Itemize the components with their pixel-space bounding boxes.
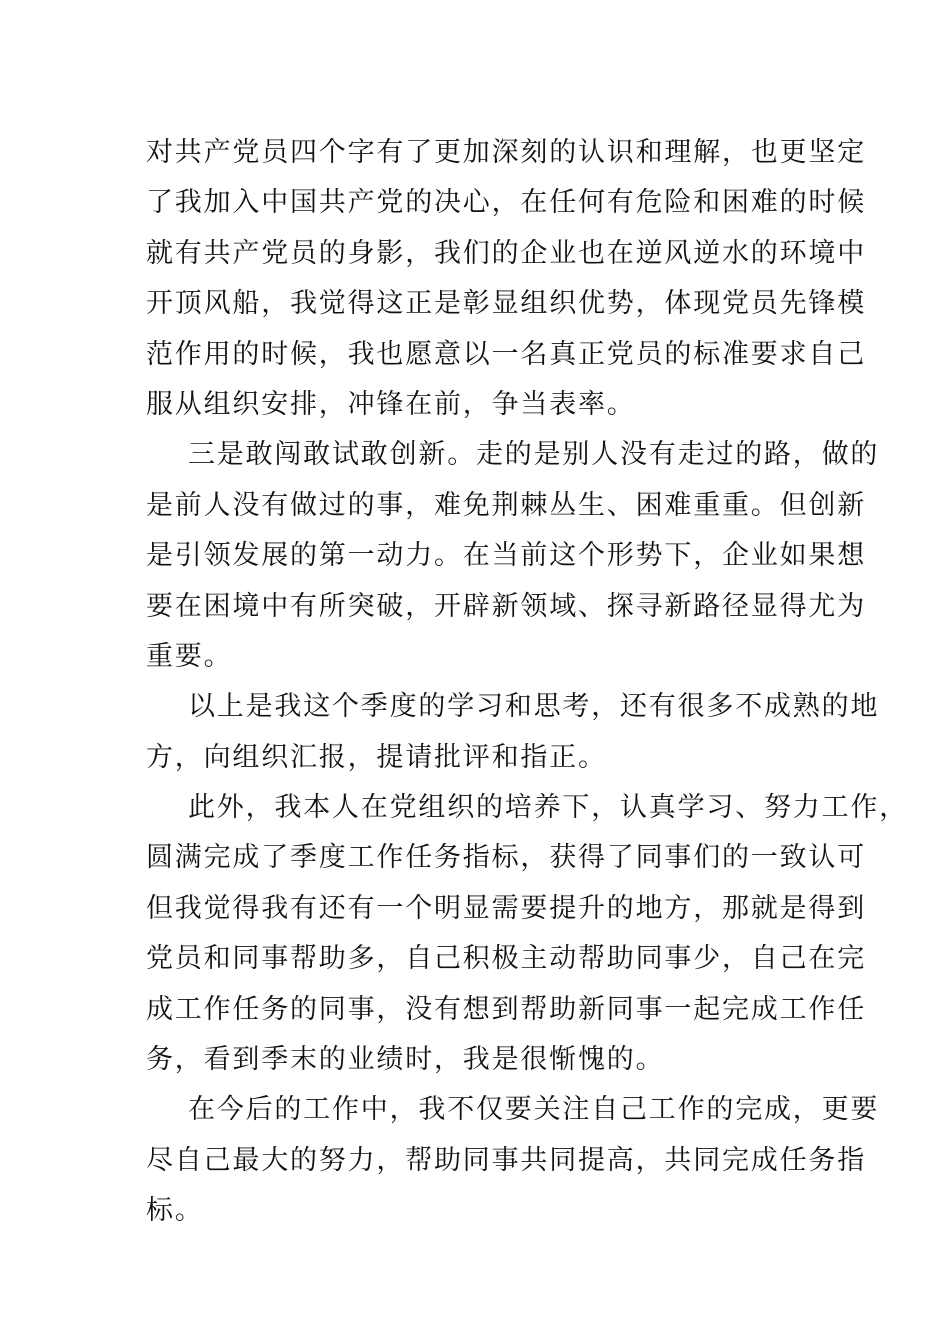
text-line: 标。	[146, 1195, 204, 1227]
text-line: 党员和同事帮助多，自己积极主动帮助同事少，自己在完	[146, 943, 866, 975]
text-line: 就有共产党员的身影，我们的企业也在逆风逆水的环境中	[146, 237, 866, 269]
text-line: 对共产党员四个字有了更加深刻的认识和理解，也更坚定	[146, 137, 866, 168]
text-line: 成工作任务的同事，没有想到帮助新同事一起完成工作任	[146, 993, 866, 1025]
text-line: 范作用的时候，我也愿意以一名真正党员的标准要求自己	[146, 338, 866, 370]
text-line: 开顶风船，我觉得这正是彰显组织优势，体现党员先锋模	[146, 288, 866, 320]
text-line: 方，向组织汇报，提请批评和指正。	[146, 741, 607, 773]
text-line: 但我觉得我有还有一个明显需要提升的地方，那就是得到	[146, 892, 866, 924]
text-line: 是引领发展的第一动力。在当前这个形势下，企业如果想	[146, 540, 866, 572]
text-line: 服从组织安排，冲锋在前，争当表率。	[146, 388, 636, 420]
text-line: 了我加入中国共产党的决心，在任何有危险和困难的时候	[146, 187, 866, 219]
text-line: 尽自己最大的努力，帮助同事共同提高，共同完成任务指	[146, 1144, 866, 1176]
paragraph-first-line: 此外，我本人在党组织的培养下，认真学习、努力工作，	[188, 792, 908, 824]
document-body	[146, 128, 908, 1237]
text-line: 重要。	[146, 640, 233, 672]
text-line: 圆满完成了季度工作任务指标，获得了同事们的一致认可	[146, 842, 866, 874]
paragraph-first-line: 在今后的工作中，我不仅要关注自己工作的完成，更要	[188, 1094, 880, 1126]
text-line: 是前人没有做过的事，难免荆棘丛生、困难重重。但创新	[146, 489, 866, 521]
paragraph-first-line: 三是敢闯敢试敢创新。走的是别人没有走过的路，做的	[188, 439, 880, 471]
paragraph-first-line: 以上是我这个季度的学习和思考，还有很多不成熟的地	[188, 691, 880, 723]
text-line: 要在困境中有所突破，开辟新领域、探寻新路径显得尤为	[146, 590, 866, 622]
text-line: 务，看到季末的业绩时，我是很惭愧的。	[146, 1044, 665, 1076]
